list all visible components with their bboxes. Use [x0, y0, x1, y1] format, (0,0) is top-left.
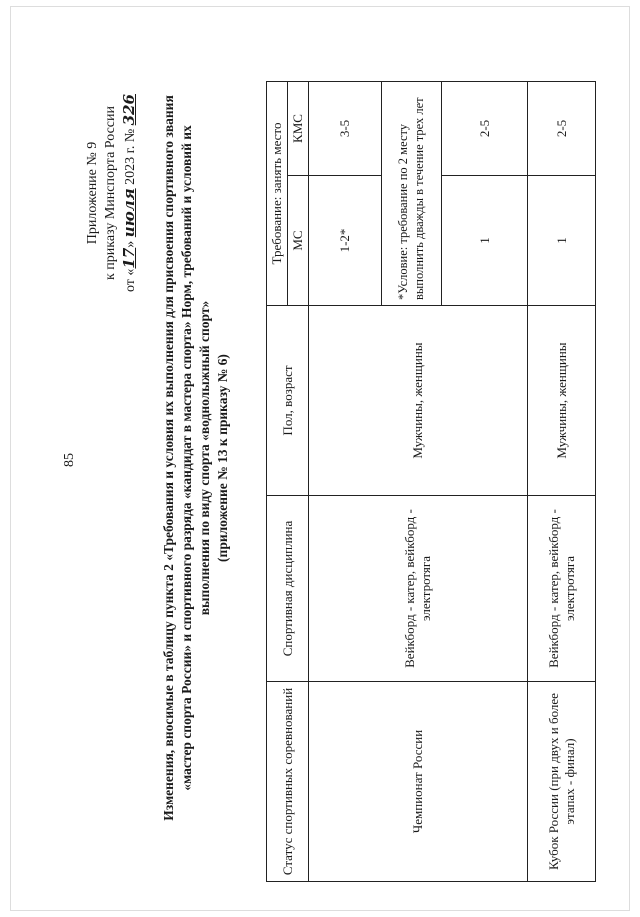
- document-page: [0, 5, 640, 910]
- cell-gender: Мужчины, женщины: [309, 306, 528, 496]
- cell-ms: 1: [442, 176, 528, 306]
- cell-condition: *Условие: требование по 2 месту выполнить дважды в течение трех лет: [382, 82, 442, 306]
- title-line: «мастер спорта России» и спортивного разряда «кандидат в мастера спорта» Норм, требований и условий их: [179, 125, 194, 791]
- header-requirement: Требование: занять место: [267, 82, 288, 306]
- cell-kms: 2-5: [528, 82, 596, 176]
- date-day: 17: [120, 247, 138, 269]
- title-line: (приложение № 13 к приказу № 6): [215, 354, 230, 562]
- date-mid: »: [123, 240, 138, 248]
- appendix-title: Приложение № 9: [85, 141, 100, 245]
- date-prefix: от «: [123, 268, 138, 293]
- requirements-table: [266, 81, 596, 882]
- appendix-order: к приказу Минспорта России: [103, 106, 118, 280]
- table-header-row: [267, 82, 288, 882]
- header-kms: КМС: [288, 82, 309, 176]
- cell-kms: 3-5: [309, 82, 382, 176]
- header-discipline: Спортивная дисциплина: [267, 496, 309, 682]
- date-year: 2023 г. №: [123, 128, 138, 185]
- cell-kms: 2-5: [442, 82, 528, 176]
- cell-ms: 1: [528, 176, 596, 306]
- title-line: выполнения по виду спорта «воднолыжный спорт»: [197, 300, 212, 616]
- date-month: июля: [120, 188, 138, 238]
- cell-status: Чемпионат России: [309, 682, 528, 882]
- cell-gender: Мужчины, женщины: [528, 306, 596, 496]
- appendix-block: [84, 28, 140, 358]
- table-row: [528, 82, 596, 882]
- header-gender: Пол, возраст: [267, 306, 309, 496]
- table-row: [309, 82, 382, 882]
- document-title: [160, 18, 232, 898]
- header-status: Статус спортивных соревнований: [267, 682, 309, 882]
- cell-status: Кубок России (при двух и более этапах - финал): [528, 682, 596, 882]
- cell-discipline: Вейкборд - катер, вейкборд - электротяга: [528, 496, 596, 682]
- cell-ms: 1-2*: [309, 176, 382, 306]
- header-ms: МС: [288, 176, 309, 306]
- appendix-date-line: [120, 28, 140, 358]
- cell-discipline: Вейкборд - катер, вейкборд - электротяга: [309, 496, 528, 682]
- title-line: Изменения, вносимые в таблицу пункта 2 «Требования и условия их выполнения для присвоения спортивного звания: [161, 95, 176, 821]
- order-number: 326: [120, 94, 138, 126]
- page-number: 85: [62, 453, 77, 467]
